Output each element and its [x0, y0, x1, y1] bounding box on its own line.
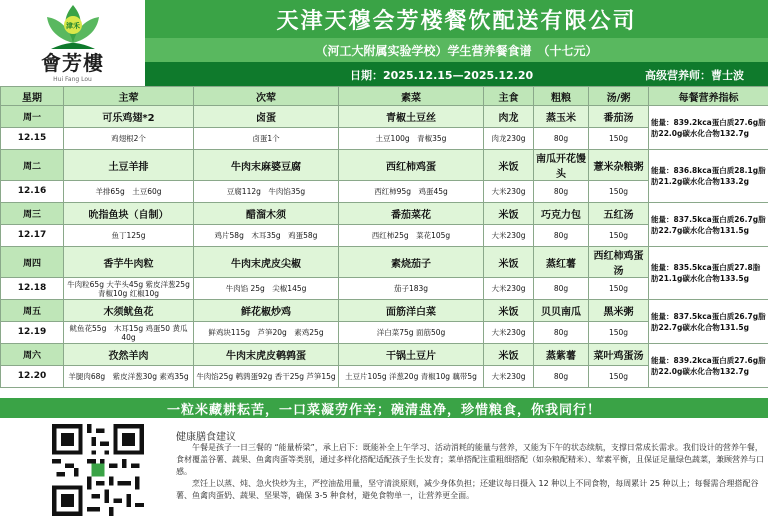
col-second: 次荤: [194, 87, 339, 106]
main-ingredients: 牛肉粒65g 大芋头45g 紫皮洋葱25g 青椒10g 红椒10g: [64, 278, 194, 300]
coarse-grain: 巧克力包: [534, 203, 589, 225]
main-ingredients: 羊排65g 土豆60g: [64, 181, 194, 203]
leaf-logo-icon: [41, 3, 105, 51]
soup: 薏米杂粮粥: [589, 150, 649, 181]
nutrition-info: 能量：837.5kca蛋白质26.7g脂肪22.7g碳水化合物131.5g: [649, 300, 768, 344]
grain-amount: 80g: [534, 366, 589, 388]
second-dish: 牛肉末虎皮尖椒: [194, 247, 339, 278]
nutrition-info: 能量：835.5kca蛋白质27.8脂肪21.1g碳水化合物133.5g: [649, 247, 768, 300]
staple-amount: 肉龙230g: [484, 128, 534, 150]
staple-amount: 大米230g: [484, 181, 534, 203]
second-dish: 醋溜木须: [194, 203, 339, 225]
staple-food: 米饭: [484, 247, 534, 278]
second-dish: 卤蛋: [194, 106, 339, 128]
coarse-grain: 南瓜开花馒头: [534, 150, 589, 181]
soup: 西红柿鸡蛋汤: [589, 247, 649, 278]
veg-ingredients: 西红柿95g 鸡蛋45g: [339, 181, 484, 203]
staple-food: 米饭: [484, 300, 534, 322]
day-date: 12.18: [1, 278, 64, 300]
table-row: [1, 150, 768, 181]
veg-ingredients: 洋白菜75g 面筋50g: [339, 322, 484, 344]
slogan: 一粒米藏耕耘苦，一口菜凝劳作辛；碗清盘净，珍惜粮食，你我同行！: [0, 398, 768, 418]
col-veg: 素菜: [339, 87, 484, 106]
day-date: 12.20: [1, 366, 64, 388]
main-ingredients: 鱿鱼花55g 木耳15g 鸡蛋50 黄瓜 40g: [64, 322, 194, 344]
staple-amount: 大米230g: [484, 366, 534, 388]
date-bar: [145, 62, 768, 86]
logo-sub: Hui Fang Lou: [53, 76, 92, 83]
main-dish: 木须鱿鱼花: [64, 300, 194, 322]
menu-subtitle: （河工大附属实验学校）学生营养餐食谱 （十七元）: [145, 38, 768, 62]
table-row: [1, 344, 768, 366]
tips-paragraph-2: 烹饪上以蒸、炖、急火快炒为主，严控油盐用量，坚守清淡原则，减少身体负担；还建议每日摄入 12 种以上不同食物，每周累计 25 种以上；每餐需合理搭配谷薯、鱼禽肉蛋奶、蔬果、坚果等，确保 3-5 种食材，避免食物单一，让营养更全面。: [176, 479, 759, 500]
second-ingredients: 鲜鸡块115g 芦笋20g 素鸡25g: [194, 322, 339, 344]
staple-food: 米饭: [484, 203, 534, 225]
day-weekday: 周六: [1, 344, 64, 366]
veg-ingredients: 土豆100g 青椒35g: [339, 128, 484, 150]
main-dish: 吮指鱼块（自制）: [64, 203, 194, 225]
soup: 黑米粥: [589, 300, 649, 322]
header: [0, 0, 768, 86]
day-weekday: 周三: [1, 203, 64, 225]
menu-table: [0, 86, 768, 388]
day-date: 12.19: [1, 322, 64, 344]
veg-ingredients: 茄子183g: [339, 278, 484, 300]
main-dish: 孜然羊肉: [64, 344, 194, 366]
nutritionist: 高级营养师：曹士波: [645, 69, 744, 82]
second-ingredients: 鸡片58g 木耳35g 鸡蛋58g: [194, 225, 339, 247]
col-soup: 汤/粥: [589, 87, 649, 106]
veg-dish: 番茄菜花: [339, 203, 484, 225]
logo: [0, 0, 145, 86]
second-ingredients: 牛肉馅25g 鹌鹑蛋92g 香干25g 芦笋15g: [194, 366, 339, 388]
col-staple: 主食: [484, 87, 534, 106]
day-date: 12.15: [1, 128, 64, 150]
grain-amount: 80g: [534, 181, 589, 203]
coarse-grain: 蒸红薯: [534, 247, 589, 278]
logo-text: 會芳樓: [41, 51, 104, 75]
coarse-grain: 蒸玉米: [534, 106, 589, 128]
day-date: 12.17: [1, 225, 64, 247]
day-weekday: 周五: [1, 300, 64, 322]
soup-amount: 150g: [589, 181, 649, 203]
table-row: [1, 106, 768, 128]
day-date: 12.16: [1, 181, 64, 203]
main-dish: 土豆羊排: [64, 150, 194, 181]
veg-dish: 西红柿鸡蛋: [339, 150, 484, 181]
staple-amount: 大米230g: [484, 322, 534, 344]
col-weekday: 星期: [1, 87, 64, 106]
tips-title: 健康膳食建议: [176, 432, 236, 443]
veg-ingredients: 土豆片105g 洋葱20g 青椒10g 藕带5g: [339, 366, 484, 388]
soup-amount: 150g: [589, 128, 649, 150]
coarse-grain: 蒸紫薯: [534, 344, 589, 366]
col-nutrition: 每餐营养指标: [649, 87, 768, 106]
second-ingredients: 牛肉馅 25g 尖椒145g: [194, 278, 339, 300]
tips-text: [176, 442, 764, 502]
veg-ingredients: 西红柿25g 菜花105g: [339, 225, 484, 247]
grain-amount: 80g: [534, 322, 589, 344]
company-title: 天津天穆会芳楼餐饮配送有限公司: [145, 0, 768, 38]
qr-code-icon: [52, 424, 144, 516]
footer: [0, 418, 768, 527]
veg-dish: 面筋洋白菜: [339, 300, 484, 322]
second-ingredients: 卤蛋1个: [194, 128, 339, 150]
main-ingredients: 鱼丁125g: [64, 225, 194, 247]
logo-badge: 津禾: [65, 22, 80, 30]
soup: 菜叶鸡蛋汤: [589, 344, 649, 366]
second-dish: 牛肉末虎皮鹌鹑蛋: [194, 344, 339, 366]
main-dish: 可乐鸡翅*2: [64, 106, 194, 128]
nutrition-info: 能量：839.2kca蛋白质27.6g脂肪22.0g碳水化合物132.7g: [649, 344, 768, 388]
day-weekday: 周四: [1, 247, 64, 278]
grain-amount: 80g: [534, 225, 589, 247]
staple-food: 肉龙: [484, 106, 534, 128]
col-main: 主荤: [64, 87, 194, 106]
second-dish: 鲜花椒炒鸡: [194, 300, 339, 322]
date-range: 日期：2025.12.15—2025.12.20: [350, 69, 534, 82]
day-weekday: 周一: [1, 106, 64, 128]
tips-paragraph-1: 午餐是孩子一日三餐的 “能量桥梁”，承上启下：既能补全上午学习、活动消耗的能量与营养，又能为下午的状态续航，支撑日常成长需求。我们设计的营养午餐，食材覆盖谷薯、蔬果、鱼禽肉蛋等类别，通过多样化搭配适配孩子生长发育；菜单搭配注重粗细搭配（如杂粮配精米）、荤素平衡，且保证足量绿色蔬菜，兼顾营养与口感。: [176, 443, 764, 476]
nutrition-info: 能量：836.8kca蛋白质28.1g脂肪21.2g碳水化合物133.2g: [649, 150, 768, 203]
second-dish: 牛肉末麻婆豆腐: [194, 150, 339, 181]
main-dish: 香芋牛肉粒: [64, 247, 194, 278]
veg-dish: 青椒土豆丝: [339, 106, 484, 128]
nutrition-info: 能量：839.2kca蛋白质27.6g脂肪22.0g碳水化合物132.7g: [649, 106, 768, 150]
grain-amount: 80g: [534, 278, 589, 300]
table-header: [1, 87, 768, 106]
veg-dish: 素烧茄子: [339, 247, 484, 278]
table-row: [1, 247, 768, 278]
staple-food: 米饭: [484, 150, 534, 181]
main-ingredients: 鸡翅根2个: [64, 128, 194, 150]
grain-amount: 80g: [534, 128, 589, 150]
soup-amount: 150g: [589, 366, 649, 388]
main-ingredients: 羊腿肉68g 紫皮洋葱30g 素鸡35g: [64, 366, 194, 388]
staple-amount: 大米230g: [484, 278, 534, 300]
staple-amount: 大米230g: [484, 225, 534, 247]
soup: 番茄汤: [589, 106, 649, 128]
day-weekday: 周二: [1, 150, 64, 181]
veg-dish: 干锅土豆片: [339, 344, 484, 366]
soup-amount: 150g: [589, 225, 649, 247]
nutrition-info: 能量：837.5kca蛋白质26.7g脂肪22.7g碳水化合物131.5g: [649, 203, 768, 247]
soup-amount: 150g: [589, 278, 649, 300]
coarse-grain: 贝贝南瓜: [534, 300, 589, 322]
staple-food: 米饭: [484, 344, 534, 366]
second-ingredients: 豆腐112g 牛肉馅35g: [194, 181, 339, 203]
table-row: [1, 203, 768, 225]
col-grain: 粗粮: [534, 87, 589, 106]
soup-amount: 150g: [589, 322, 649, 344]
table-row: [1, 300, 768, 322]
soup: 五红汤: [589, 203, 649, 225]
